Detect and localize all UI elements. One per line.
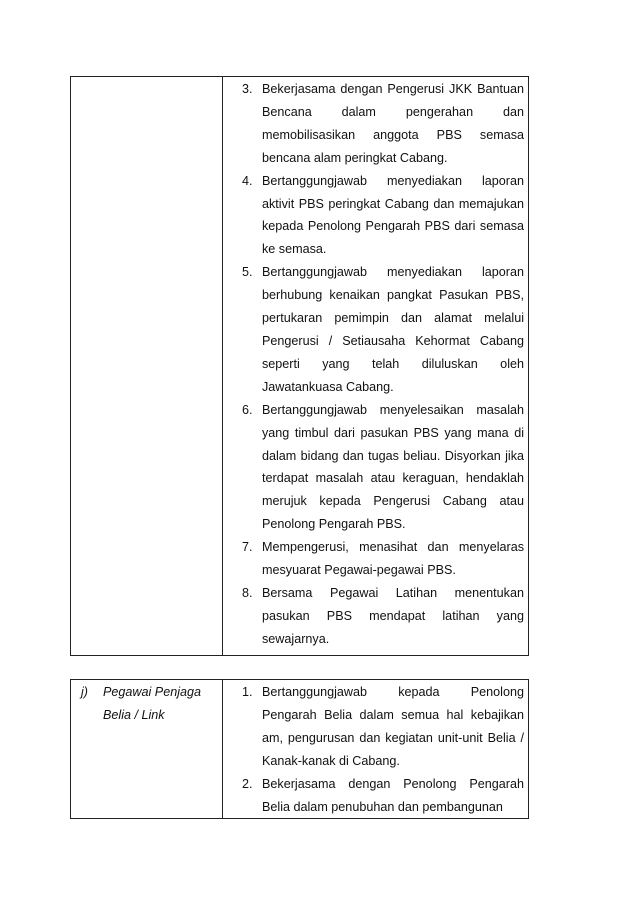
- item-number: 4.: [242, 173, 253, 188]
- column-divider: [222, 77, 223, 655]
- item-text: Bertanggungjawab menyelesaikan masalah yang timbul dari pasukan PBS yang mana di dalam bidang dan tugas beliau. Disyorkan jika terdapat masalah atau keraguan, hendaklah merujuk kepada Pengerusi Cabang atau Penolong Pengarah PBS.: [262, 402, 524, 532]
- item-text: Bertanggungjawab menyediakan laporan berhubung kenaikan pangkat Pasukan PBS, pertukaran pemimpin dan alamat melalui Pengerusi / Setiausaha Kehormat Cabang seperti yang telah diluluskan oleh Jawatankuasa Cabang.: [262, 265, 524, 394]
- list-item: [242, 399, 524, 536]
- item-number: 7.: [242, 540, 253, 555]
- item-text: Bersama Pegawai Latihan menentukan pasukan PBS mendapat latihan yang sewajarnya.: [262, 585, 524, 646]
- item-number: 3.: [242, 82, 253, 96]
- list-item: [242, 261, 524, 398]
- role-label: [81, 681, 216, 727]
- list-item: [242, 681, 524, 773]
- item-text: Bekerjasama dengan Pengerusi JKK Bantuan Bencana dalam pengerahan dan memobilisasikan anggota PBS semasa bencana alam peringkat Cabang.: [262, 82, 524, 165]
- role-label-text: Pegawai Penjaga Belia / Link: [103, 685, 202, 722]
- role-label-marker: j): [81, 685, 88, 699]
- duties-table-continued: [70, 76, 529, 656]
- item-text: Bertanggungjawab menyediakan laporan aktivit PBS peringkat Cabang dan memajukan kepada Penolong Pengarah PBS dari semasa ke semasa.: [262, 173, 524, 257]
- item-text: Bertanggungjawab kepada Penolong Pengarah Belia dalam semua hal kebajikan am, pengurusan dan kegiatan unit-unit Belia / Kanak-kanak di Cabang.: [262, 685, 524, 768]
- item-number: 1.: [242, 685, 253, 699]
- column-divider: [222, 680, 223, 818]
- list-item: [242, 170, 524, 262]
- duties-table-youth-officer: [70, 679, 529, 819]
- item-text: Bekerjasama dengan Penolong Pengarah Belia dalam penubuhan dan pembangunan: [262, 776, 524, 814]
- list-item: [242, 536, 524, 582]
- item-text: Mempengerusi, menasihat dan menyelaras mesyuarat Pegawai-pegawai PBS.: [262, 540, 524, 578]
- item-number: 5.: [242, 265, 253, 280]
- list-item: [242, 78, 524, 170]
- item-number: 2.: [242, 776, 253, 791]
- item-number: 8.: [242, 585, 253, 600]
- list-item: [242, 582, 524, 651]
- list-item: [242, 773, 524, 819]
- duties-list: [242, 78, 524, 651]
- item-number: 6.: [242, 402, 253, 417]
- duties-list: [242, 681, 524, 818]
